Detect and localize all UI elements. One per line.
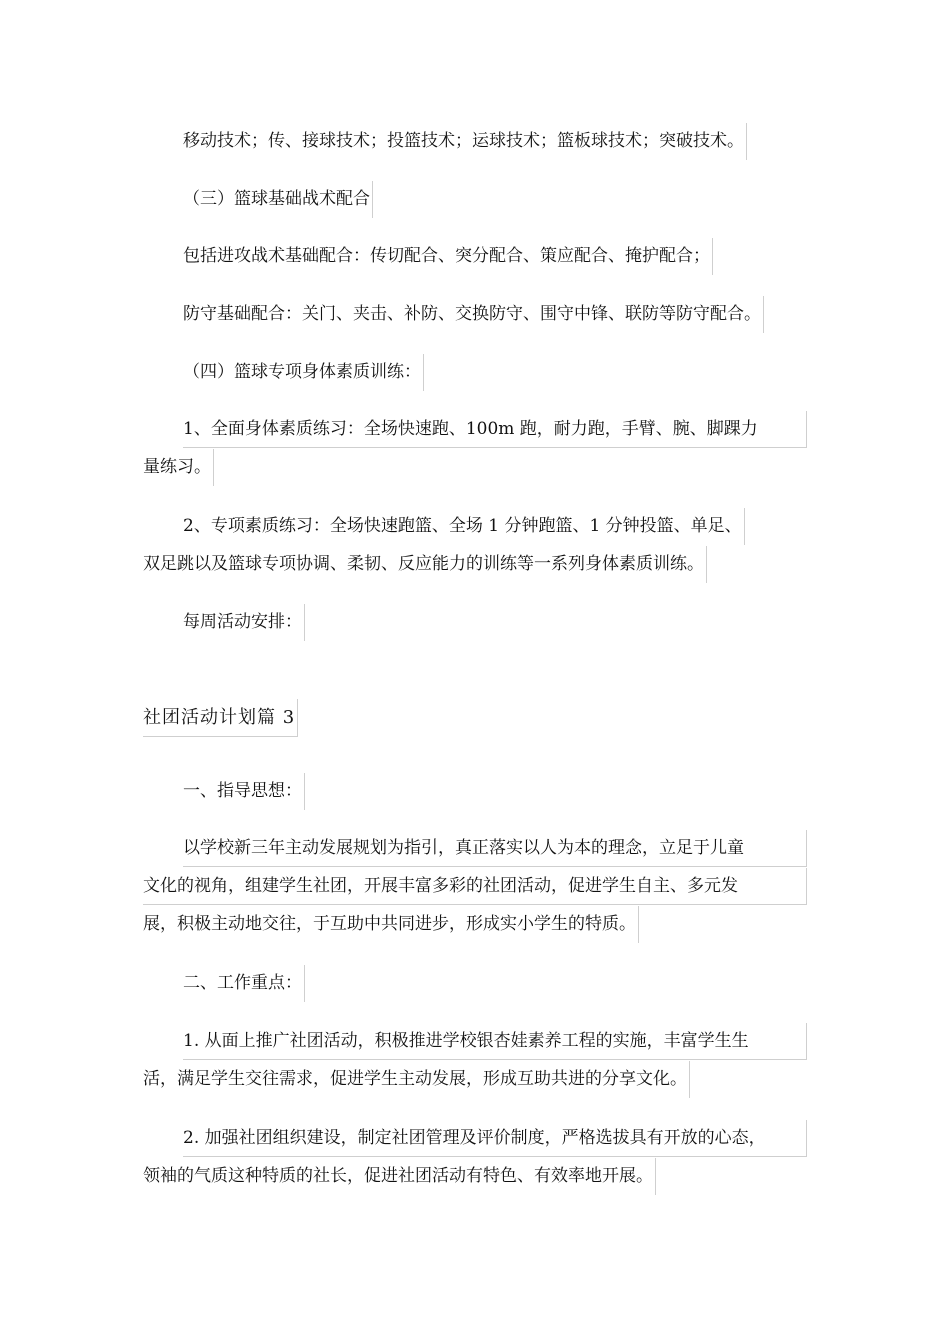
text-line: 量练习。 — [143, 448, 807, 486]
text-line: （四）篮球专项身体素质训练： — [143, 353, 807, 391]
paragraph-general-fitness — [143, 410, 807, 486]
paragraph-guiding-ideology — [143, 829, 807, 943]
text-line: 展，积极主动地交往，于互助中共同进步，形成实小学生的特质。 — [143, 905, 807, 943]
paragraph-key-work-1 — [143, 1022, 807, 1098]
text-line: 领袖的气质这种特质的社长，促进社团活动有特色、有效率地开展。 — [143, 1157, 807, 1195]
text-line: 防守基础配合：关门、夹击、补防、交换防守、围守中锋、联防等防守配合。 — [143, 295, 807, 333]
section-title — [143, 699, 807, 737]
text-line: 二、工作重点： — [143, 964, 807, 1002]
text-line: 活，满足学生交往需求，促进学生主动发展，形成互助共进的分享文化。 — [143, 1060, 807, 1098]
text-line: 以学校新三年主动发展规划为指引，真正落实以人为本的理念，立足于儿童 — [143, 829, 807, 867]
text-line: 双足跳以及篮球专项协调、柔韧、反应能力的训练等一系列身体素质训练。 — [143, 545, 807, 583]
text-line: 1. 从面上推广社团活动，积极推进学校银杏娃素养工程的实施，丰富学生生 — [143, 1022, 807, 1060]
paragraph-heading-guiding-ideology — [143, 772, 807, 810]
paragraph-key-work-2 — [143, 1119, 807, 1195]
text-line: 每周活动安排： — [143, 603, 807, 641]
text-line: 包括进攻战术基础配合：传切配合、突分配合、策应配合、掩护配合； — [143, 237, 807, 275]
paragraph-heading-fitness — [143, 353, 807, 391]
paragraph-heading-tactics — [143, 180, 807, 218]
text-line: 移动技术；传、接球技术；投篮技术；运球技术；篮板球技术；突破技术。 — [143, 122, 807, 160]
paragraph-weekly-schedule — [143, 603, 807, 641]
paragraph-special-fitness — [143, 507, 807, 583]
text-line: 1、全面身体素质练习：全场快速跑、100m 跑，耐力跑，手臂、腕、脚踝力 — [143, 410, 807, 448]
paragraph-movement-skills — [143, 122, 807, 160]
text-line: （三）篮球基础战术配合 — [143, 180, 807, 218]
text-line: 2、专项素质练习：全场快速跑篮、全场 1 分钟跑篮、1 分钟投篮、单足、 — [143, 507, 807, 545]
paragraph-offense-tactics — [143, 237, 807, 275]
paragraph-heading-key-work — [143, 964, 807, 1002]
text-line: 文化的视角，组建学生社团，开展丰富多彩的社团活动，促进学生自主、多元发 — [143, 867, 807, 905]
paragraph-defense-tactics — [143, 295, 807, 333]
text-line: 一、指导思想： — [143, 772, 807, 810]
text-line: 2. 加强社团组织建设，制定社团管理及评价制度，严格选拔具有开放的心态， — [143, 1119, 807, 1157]
text-line: 社团活动计划篇 3 — [143, 699, 807, 737]
